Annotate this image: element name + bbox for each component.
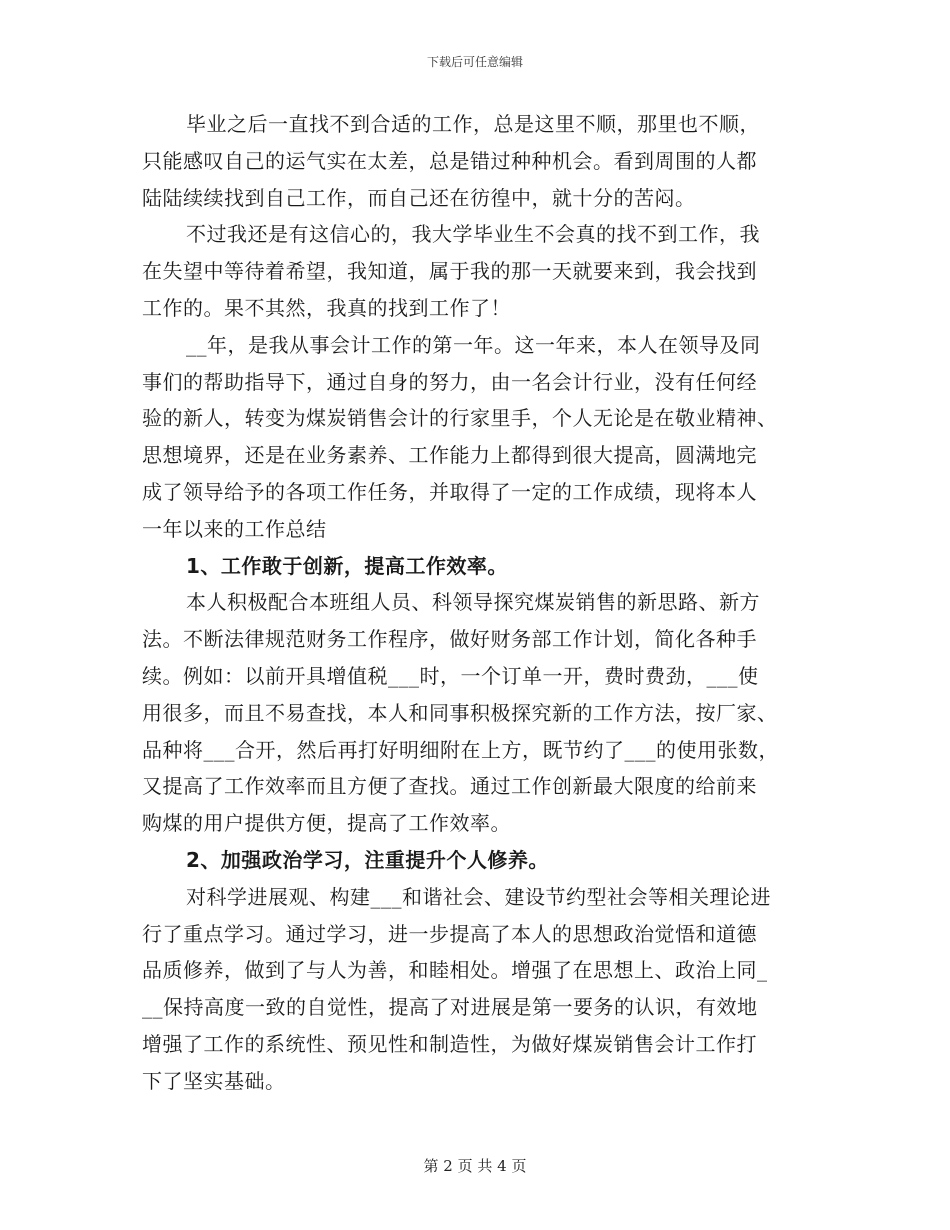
paragraph-line: 毕业之后一直找不到合适的工作，总是这里不顺，那里也不顺， — [186, 112, 760, 136]
paragraph-line: 法。不断法律规范财务工作程序，做好财务部工作计划，简化各种手 — [142, 627, 757, 652]
paragraph-line: 一年以来的工作总结 — [142, 516, 327, 541]
paragraph-4 — [142, 584, 812, 842]
paragraph-line: 事们的帮助指导下，通过自身的努力，由一名会计行业，没有任何经 — [142, 369, 757, 394]
paragraph-line: 不过我还是有这信心的，我大学毕业生不会真的找不到工作，我 — [186, 222, 760, 247]
paragraph-line: 对科学进展观、构建___和谐社会、建设节约型社会等相关理论进 — [186, 884, 771, 909]
paragraph-line: 购煤的用户提供方便，提高了工作效率。 — [142, 811, 511, 836]
paragraph-line: 续。例如：以前开具增值税___时，一个订单一开，费时费劲，___使 — [142, 663, 759, 688]
paragraph-line: 只能感叹自己的运气实在太差，总是错过种种机会。看到周围的人都 — [142, 148, 757, 173]
paragraph-line: __年，是我从事会计工作的第一年。这一年来，本人在领导及同 — [186, 332, 761, 357]
section-heading-1: 1、工作敢于创新，提高工作效率。 — [186, 553, 508, 578]
paragraph-1 — [142, 106, 812, 216]
paragraph-line: __保持高度一致的自觉性，提高了对进展是第一要务的认识，有效地 — [142, 995, 758, 1020]
paragraph-line: 增强了工作的系统性、预见性和制造性，为做好煤炭销售会计工作打 — [142, 1031, 757, 1056]
section-heading-2: 2、加强政治学习，注重提升个人修养。 — [186, 847, 549, 872]
paragraph-line: 下了坚实基础。 — [142, 1068, 286, 1093]
paragraph-3 — [142, 327, 812, 548]
paragraph-5 — [142, 879, 812, 1100]
paragraph-line: 思想境界，还是在业务素养、工作能力上都得到很大提高，圆满地完 — [142, 443, 757, 468]
page-footer — [0, 1156, 950, 1176]
paragraph-line: 又提高了工作效率而且方便了查找。通过工作创新最大限度的给前来 — [142, 774, 757, 799]
paragraph-line: 品种将___合开，然后再打好明细附在上方，既节约了___的使用张数， — [142, 737, 779, 762]
paragraph-line: 行了重点学习。通过学习，进一步提高了本人的思想政治觉悟和道德 — [142, 921, 757, 946]
paragraph-line: 验的新人，转变为煤炭销售会计的行家里手，个人无论是在敬业精神、 — [142, 406, 778, 431]
header-text: 下载后可任意编辑 — [426, 55, 523, 69]
page-header — [0, 54, 950, 70]
paragraph-line: 本人积极配合本班组人员、科领导探究煤炭销售的新思路、新方 — [186, 590, 760, 615]
paragraph-2 — [142, 216, 812, 326]
paragraph-line: 在失望中等待着希望，我知道，属于我的那一天就要来到，我会找到 — [142, 259, 757, 284]
paragraph-line: 成了领导给予的各项工作任务，并取得了一定的工作成绩，现将本人 — [142, 479, 757, 504]
paragraph-line: 工作的。果不其然，我真的找到工作了！ — [142, 295, 511, 320]
paragraph-line: 品质修养，做到了与人为善，和睦相处。增强了在思想上、政治上同_ — [142, 958, 768, 983]
paragraph-line: 陆陆续续找到自己工作，而自己还在彷徨中，就十分的苦闷。 — [142, 185, 696, 210]
paragraph-line: 用很多，而且不易查找，本人和同事积极探究新的工作方法，按厂家、 — [142, 700, 778, 725]
document-body — [142, 106, 812, 1100]
page-number: 第 2 页 共 4 页 — [423, 1157, 527, 1175]
